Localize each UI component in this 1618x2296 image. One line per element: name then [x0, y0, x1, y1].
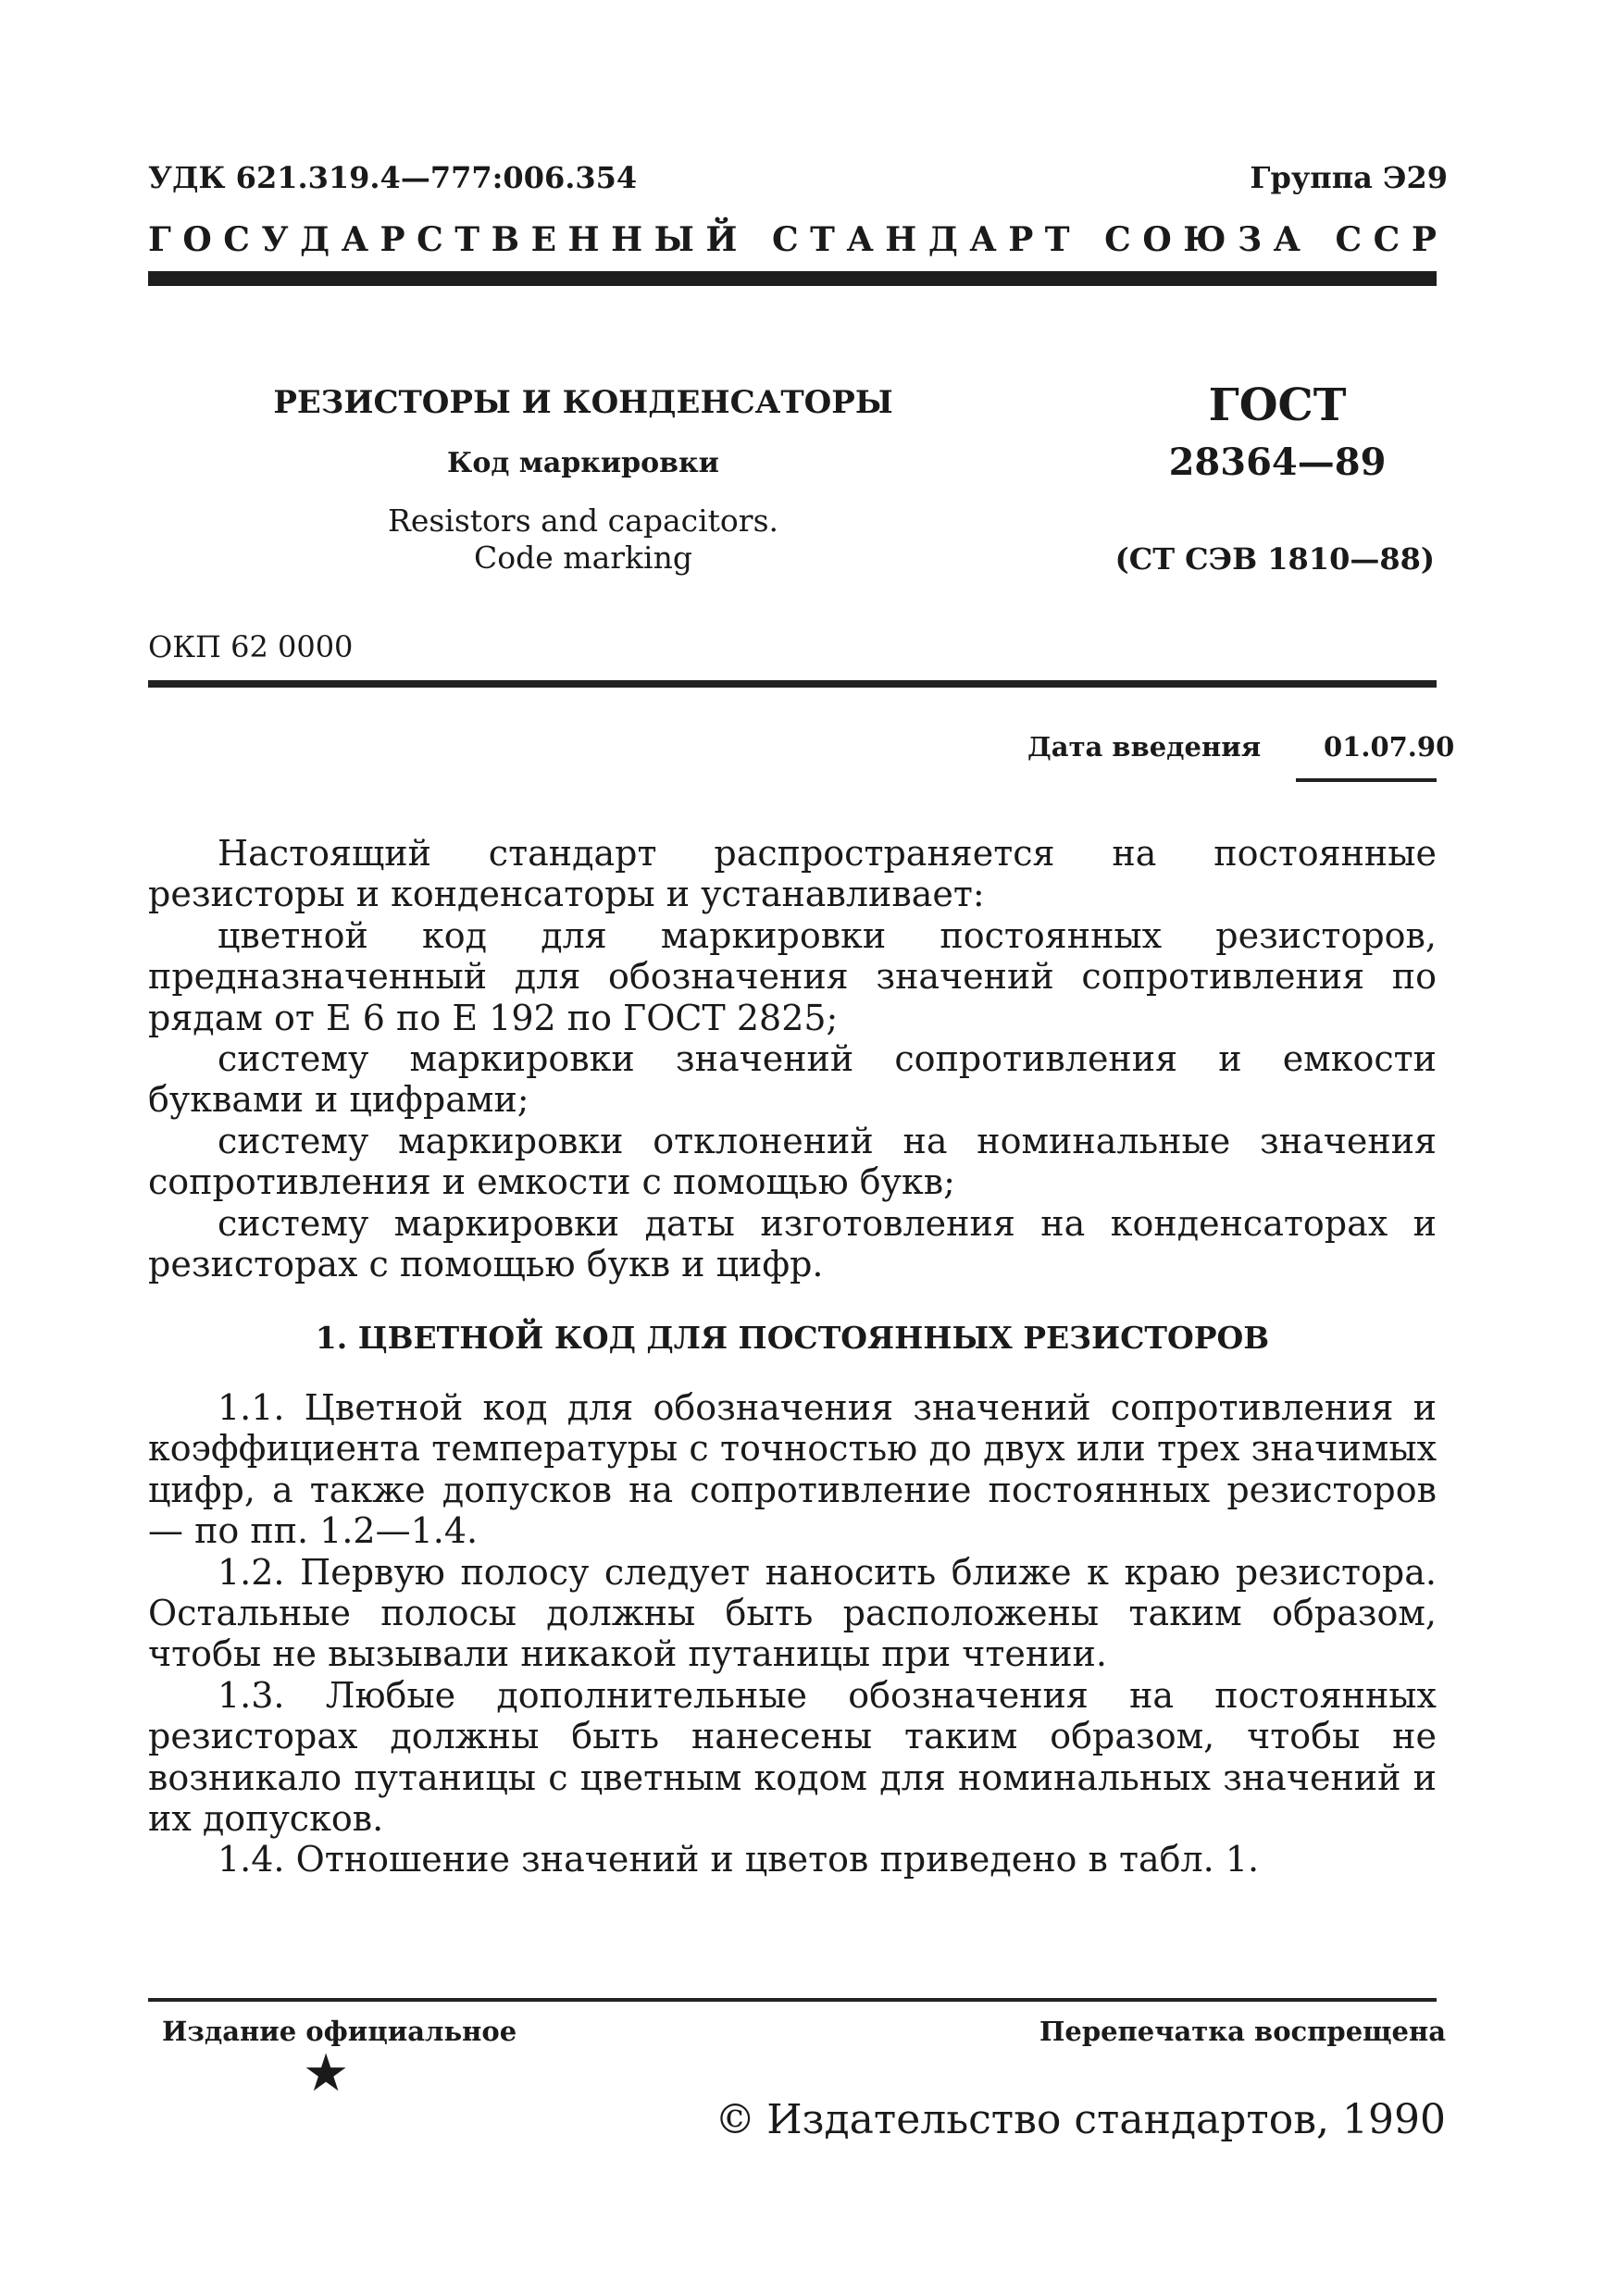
heading-letter: Р [380, 220, 405, 259]
heading-letter: С [1104, 220, 1131, 259]
document-subtitle: Код маркировки [447, 447, 719, 479]
heading-letter: С [223, 220, 250, 259]
clause-1-3: 1.3. Любые дополнительные обозначения на постоянных резисторах должны быть нанесены таким образом, чтобы не возникало путаницы с цветным кодом для номинальных значений и их допусков. [148, 1674, 1437, 1839]
footer-rule [148, 1998, 1437, 2002]
copyright-icon: © [715, 2096, 756, 2143]
english-title-line-1: Resistors and capacitors. [388, 503, 778, 539]
heading-letter: Ю [1183, 220, 1226, 259]
okp-code: ОКП 62 0000 [148, 629, 354, 664]
gost-label: ГОСТ [1208, 379, 1347, 431]
heading-letter: О [182, 220, 212, 259]
heading-letter: У [261, 220, 289, 259]
gost-number: 28364—89 [1168, 441, 1387, 484]
state-standard-heading [148, 220, 1437, 259]
heading-letter: Й [705, 220, 738, 259]
heading-letter: Т [454, 220, 480, 259]
section-1-heading: 1. ЦВЕТНОЙ КОД ДЛЯ ПОСТОЯННЫХ РЕЗИСТОРОВ [315, 1320, 1270, 1357]
group-code: Группа Э29 [1250, 160, 1448, 195]
intro-date-underline [1296, 778, 1437, 782]
reprint-prohibited-label: Перепечатка воспрещена [1039, 2016, 1446, 2047]
udk-code: УДК 621.319.4—777:006.354 [148, 160, 638, 195]
star-icon: ★ [303, 2043, 350, 2104]
heading-letter: А [341, 220, 369, 259]
clause-1-4: 1.4. Отношение значений и цветов приведено в табл. 1. [218, 1839, 1260, 1880]
heading-space [1081, 220, 1093, 259]
heading-letter: Д [927, 220, 958, 259]
heading-letter: Н [567, 220, 600, 259]
heading-letter: Н [611, 220, 643, 259]
heading-letter: Р [1411, 220, 1437, 259]
heading-letter: Т [810, 220, 835, 259]
heading-letter: С [1373, 220, 1400, 259]
heading-letter: С [1335, 220, 1363, 259]
heading-letter: С [417, 220, 443, 259]
heading-space [749, 220, 761, 259]
clause-1-2: 1.2. Первую полосу следует наносить ближе к краю резистора. Остальные полосы должны быть расположены таким образом, чтобы не вызывали никакой путаницы при чтении. [148, 1551, 1437, 1675]
english-title-line-2: Code marking [474, 540, 692, 576]
list-item: систему маркировки отклонений на номинальные значения сопротивления и емкости с помощью букв; [148, 1120, 1437, 1203]
intro-date-label: Дата введения [1027, 731, 1262, 763]
heading-letter: В [491, 220, 520, 259]
document-body [148, 833, 1437, 1880]
heading-letter: А [1273, 220, 1301, 259]
english-title [268, 503, 898, 577]
heading-letter: Г [148, 220, 171, 259]
title-rule [148, 680, 1437, 688]
heading-letter: Д [300, 220, 330, 259]
heading-space [1312, 220, 1324, 259]
intro-date-value: 01.07.90 [1324, 731, 1455, 763]
intro-paragraph: Настоящий стандарт распространяется на постоянные резисторы и конденсаторы и устанавливает: [148, 833, 1437, 915]
heading-letter: Е [530, 220, 557, 259]
heading-letter: С [771, 220, 799, 259]
clause-1-1: 1.1. Цветной код для обозначения значений сопротивления и коэффициента температуры с точностью до двух или трех значимых цифр, а также допусков на сопротивление постоянных резисторов — по пп. 1.2—1.4. [148, 1386, 1437, 1552]
heading-letter: А [846, 220, 874, 259]
heading-letter: Ы [653, 220, 694, 259]
header-rule [148, 271, 1437, 286]
document-title: РЕЗИСТОРЫ И КОНДЕНСАТОРЫ [273, 384, 893, 421]
st-sev-reference: (СТ СЭВ 1810—88) [1114, 541, 1435, 577]
official-edition-label: Издание официальное [162, 2016, 517, 2047]
list-item: систему маркировки даты изготовления на конденсаторах и резисторах с помощью букв и цифр. [148, 1202, 1437, 1285]
heading-letter: А [969, 220, 997, 259]
copyright-line [715, 2096, 1446, 2143]
heading-letter: Н [885, 220, 917, 259]
publisher-text: Издательство стандартов, 1990 [766, 2096, 1446, 2143]
heading-letter: Т [1044, 220, 1070, 259]
heading-letter: О [1142, 220, 1172, 259]
list-item: цветной код для маркировки постоянных резисторов, предназначенный для обозначения значений сопротивления по рядам от Е 6 по Е 192 по ГОСТ 2825; [148, 914, 1437, 1038]
heading-letter: З [1238, 220, 1263, 259]
heading-letter: Р [1008, 220, 1034, 259]
list-item: систему маркировки значений сопротивления и емкости буквами и цифрами; [148, 1038, 1437, 1121]
